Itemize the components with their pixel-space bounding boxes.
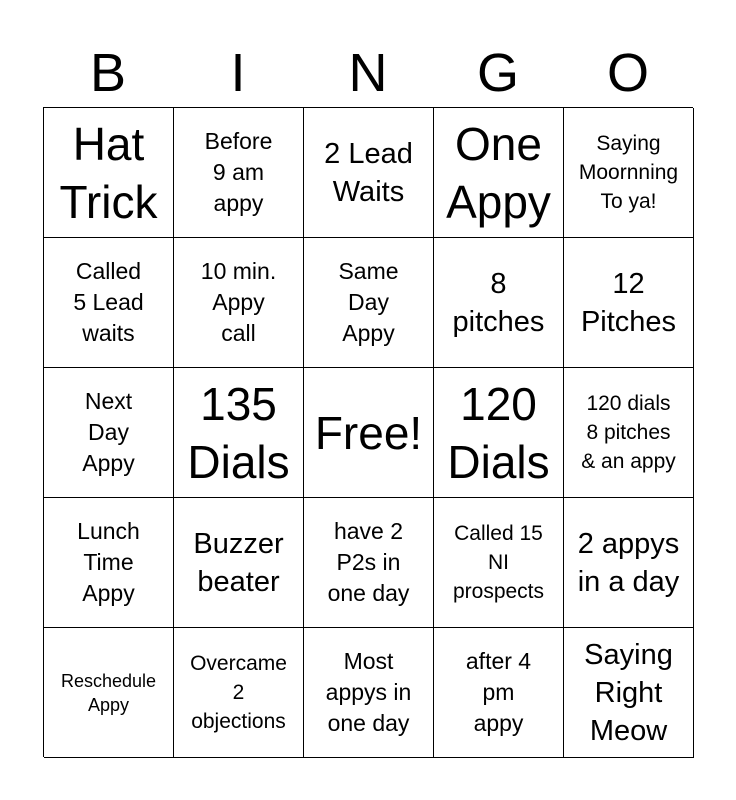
bingo-cell-r5-c4[interactable]: after 4 pm appy [434,628,564,758]
bingo-cell-r2-c1[interactable]: Called 5 Lead waits [44,238,174,368]
bingo-cell-r3-c4[interactable]: 120 Dials [434,368,564,498]
bingo-cell-r5-c5[interactable]: Saying Right Meow [564,628,694,758]
header-letter-b: B [89,43,127,103]
bingo-header [43,40,693,106]
bingo-cell-r3-c2[interactable]: 135 Dials [174,368,304,498]
bingo-cell-r3-c5[interactable]: 120 dials 8 pitches & an appy [564,368,694,498]
bingo-cell-r1-c2[interactable]: Before 9 am appy [174,108,304,238]
bingo-cell-r1-c5[interactable]: Saying Moornning To ya! [564,108,694,238]
bingo-cell-r1-c4[interactable]: One Appy [434,108,564,238]
header-letter-g: G [476,43,519,103]
bingo-cell-r2-c5[interactable]: 12 Pitches [564,238,694,368]
bingo-cell-r5-c1[interactable]: Reschedule Appy [44,628,174,758]
bingo-cell-r5-c2[interactable]: Overcame 2 objections [174,628,304,758]
bingo-cell-r5-c3[interactable]: Most appys in one day [304,628,434,758]
bingo-cell-r4-c3[interactable]: have 2 P2s in one day [304,498,434,628]
header-letter-n: N [348,43,388,103]
bingo-board [43,107,693,757]
bingo-cell-r3-c1[interactable]: Next Day Appy [44,368,174,498]
bingo-cell-r1-c3[interactable]: 2 Lead Waits [304,108,434,238]
bingo-cell-r2-c2[interactable]: 10 min. Appy call [174,238,304,368]
bingo-cell-r4-c1[interactable]: Lunch Time Appy [44,498,174,628]
header-letter-i: I [230,43,246,103]
bingo-cell-r2-c3[interactable]: Same Day Appy [304,238,434,368]
bingo-cell-r4-c5[interactable]: 2 appys in a day [564,498,694,628]
bingo-cell-free-space[interactable]: Free! [304,368,434,498]
bingo-cell-r1-c1[interactable]: Hat Trick [44,108,174,238]
header-letter-o: O [606,43,649,103]
bingo-cell-r4-c2[interactable]: Buzzer beater [174,498,304,628]
bingo-cell-r4-c4[interactable]: Called 15 NI prospects [434,498,564,628]
bingo-cell-r2-c4[interactable]: 8 pitches [434,238,564,368]
